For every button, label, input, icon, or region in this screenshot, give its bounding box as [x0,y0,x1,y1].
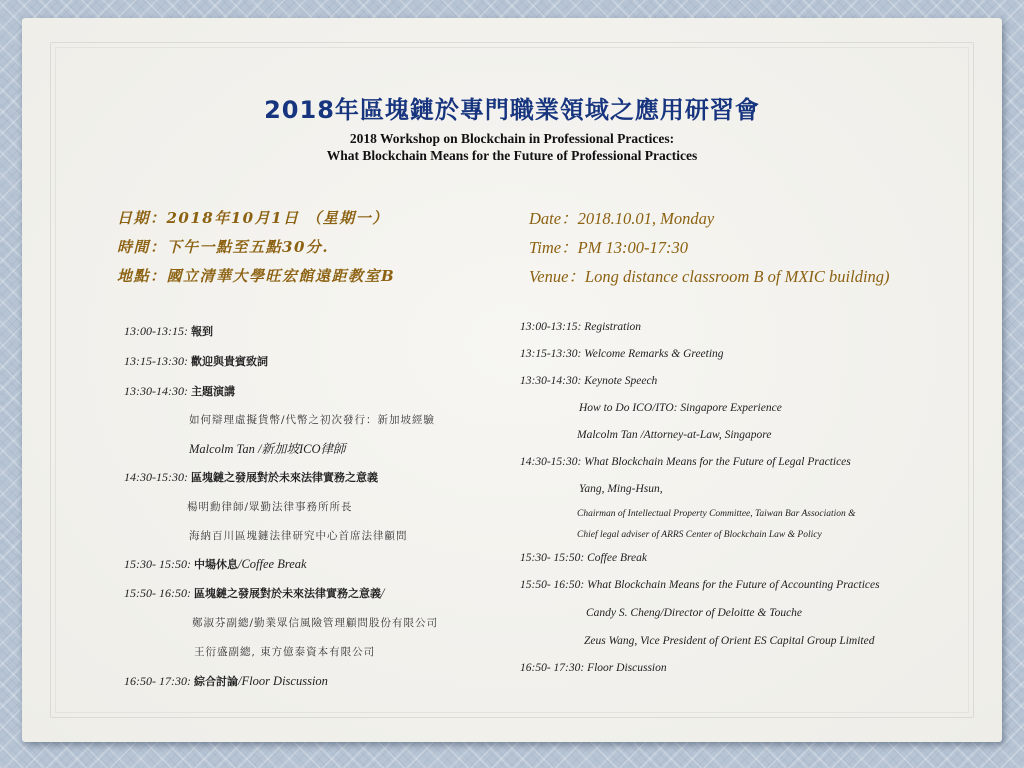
venue-zh: 地點：國立清華大學旺宏館遠距教室B [117,267,396,285]
agenda-en-row-break: 15:30- 15:50: Coffee Break [520,552,647,564]
time-en: Time：PM 13:00-17:30 [529,238,689,257]
agenda-zh-row-break [124,556,307,572]
agenda-en-legal-speaker-role-1: Chairman of Intellectual Property Committee, Taiwan Bar Association & [577,509,856,519]
agenda-zh-row-welcome [124,353,268,369]
agenda-en-row-legal: 14:30-15:30: What Blockchain Means for the Future of Legal Practices [520,456,851,468]
agenda-label: 區塊鏈之發展對於未來法律實務之意義 [190,471,378,484]
agenda-time: 13:30-14:30: [124,384,191,398]
agenda-zh-row-keynote [124,383,235,399]
agenda-label-suffix: / [380,586,385,600]
agenda-zh-keynote-speaker: Malcolm Tan /新加坡ICO律師 [189,442,346,456]
agenda-label: 綜合討論 [193,675,238,688]
agenda-label-en: /Coffee Break [237,557,307,571]
agenda-zh-legal-speaker-title: 海納百川區塊鏈法律研究中心首席法律顧問 [189,530,408,542]
agenda-card [22,18,1002,742]
agenda-label: 區塊鏈之發展對於未來法律實務之意義 [193,587,381,600]
agenda-zh-row-registration [124,323,213,339]
venue-en: Venue：Long distance classroom B of MXIC building) [529,267,890,286]
agenda-zh-accounting-speaker-2: 王衍盛副總, 東方億泰資本有限公司 [194,646,376,658]
agenda-en-row-keynote: 13:30-14:30: Keynote Speech [520,375,658,387]
agenda-time: 14:30-15:30: [124,470,191,484]
date-zh: 日期：2018年10月1日 （星期一） [117,209,389,227]
subtitle-line-1: 2018 Workshop on Blockchain in Professional Practices: [349,131,675,146]
agenda-zh-accounting-speaker-1: 鄭淑芬副總/勤業眾信風險管理顧問股份有限公司 [192,617,439,629]
agenda-en-accounting-speaker-1: Candy S. Cheng/Director of Deloitte & Touche [586,607,803,619]
agenda-zh-row-legal [124,469,378,485]
agenda-en-row-welcome: 13:15-13:30: Welcome Remarks & Greeting [520,348,724,360]
agenda-time: 13:00-13:15: [124,324,191,338]
date-en: Date：2018.10.01, Monday [529,209,715,228]
agenda-en-row-registration: 13:00-13:15: Registration [520,321,642,333]
agenda-label-en: /Floor Discussion [237,674,328,688]
agenda-en-legal-speaker-role-2: Chief legal adviser of ARRS Center of Blockchain Law & Policy [577,530,822,540]
agenda-en-keynote-topic: How to Do ICO/ITO: Singapore Experience [579,402,782,414]
agenda-en-row-discussion: 16:50- 17:30: Floor Discussion [520,662,667,674]
agenda-label: 報到 [190,325,213,338]
agenda-label: 中場休息 [193,558,238,571]
agenda-time: 13:15-13:30: [124,354,191,368]
agenda-zh-row-discussion [124,673,328,689]
agenda-zh-row-accounting [124,585,384,601]
subtitle-line-2: What Blockchain Means for the Future of Professional Practices [326,148,698,163]
agenda-zh-keynote-topic: 如何辯理虛擬貨幣/代幣之初次發行：新加坡經驗 [189,414,436,426]
agenda-time: 16:50- 17:30: [124,674,194,688]
agenda-en-accounting-speaker-2: Zeus Wang, Vice President of Orient ES Capital Group Limited [584,635,875,647]
agenda-time: 15:50- 16:50: [124,586,194,600]
agenda-en-keynote-speaker: Malcolm Tan /Attorney-at-Law, Singapore [577,429,772,441]
agenda-zh-legal-speaker: 楊明勳律師/眾勤法律事務所所長 [187,501,353,513]
agenda-label: 主題演講 [190,385,235,398]
agenda-label: 歡迎與貴賓致詞 [190,355,268,368]
agenda-time: 15:30- 15:50: [124,557,194,571]
agenda-en-legal-speaker: Yang, Ming-Hsun, [579,483,663,495]
agenda-en-row-accounting: 15:50- 16:50: What Blockchain Means for the Future of Accounting Practices [520,579,880,591]
time-zh: 時間：下午一點至五點30分. [117,238,330,256]
workshop-title: 2018年區塊鏈於專門職業領域之應用研習會 [264,96,760,124]
